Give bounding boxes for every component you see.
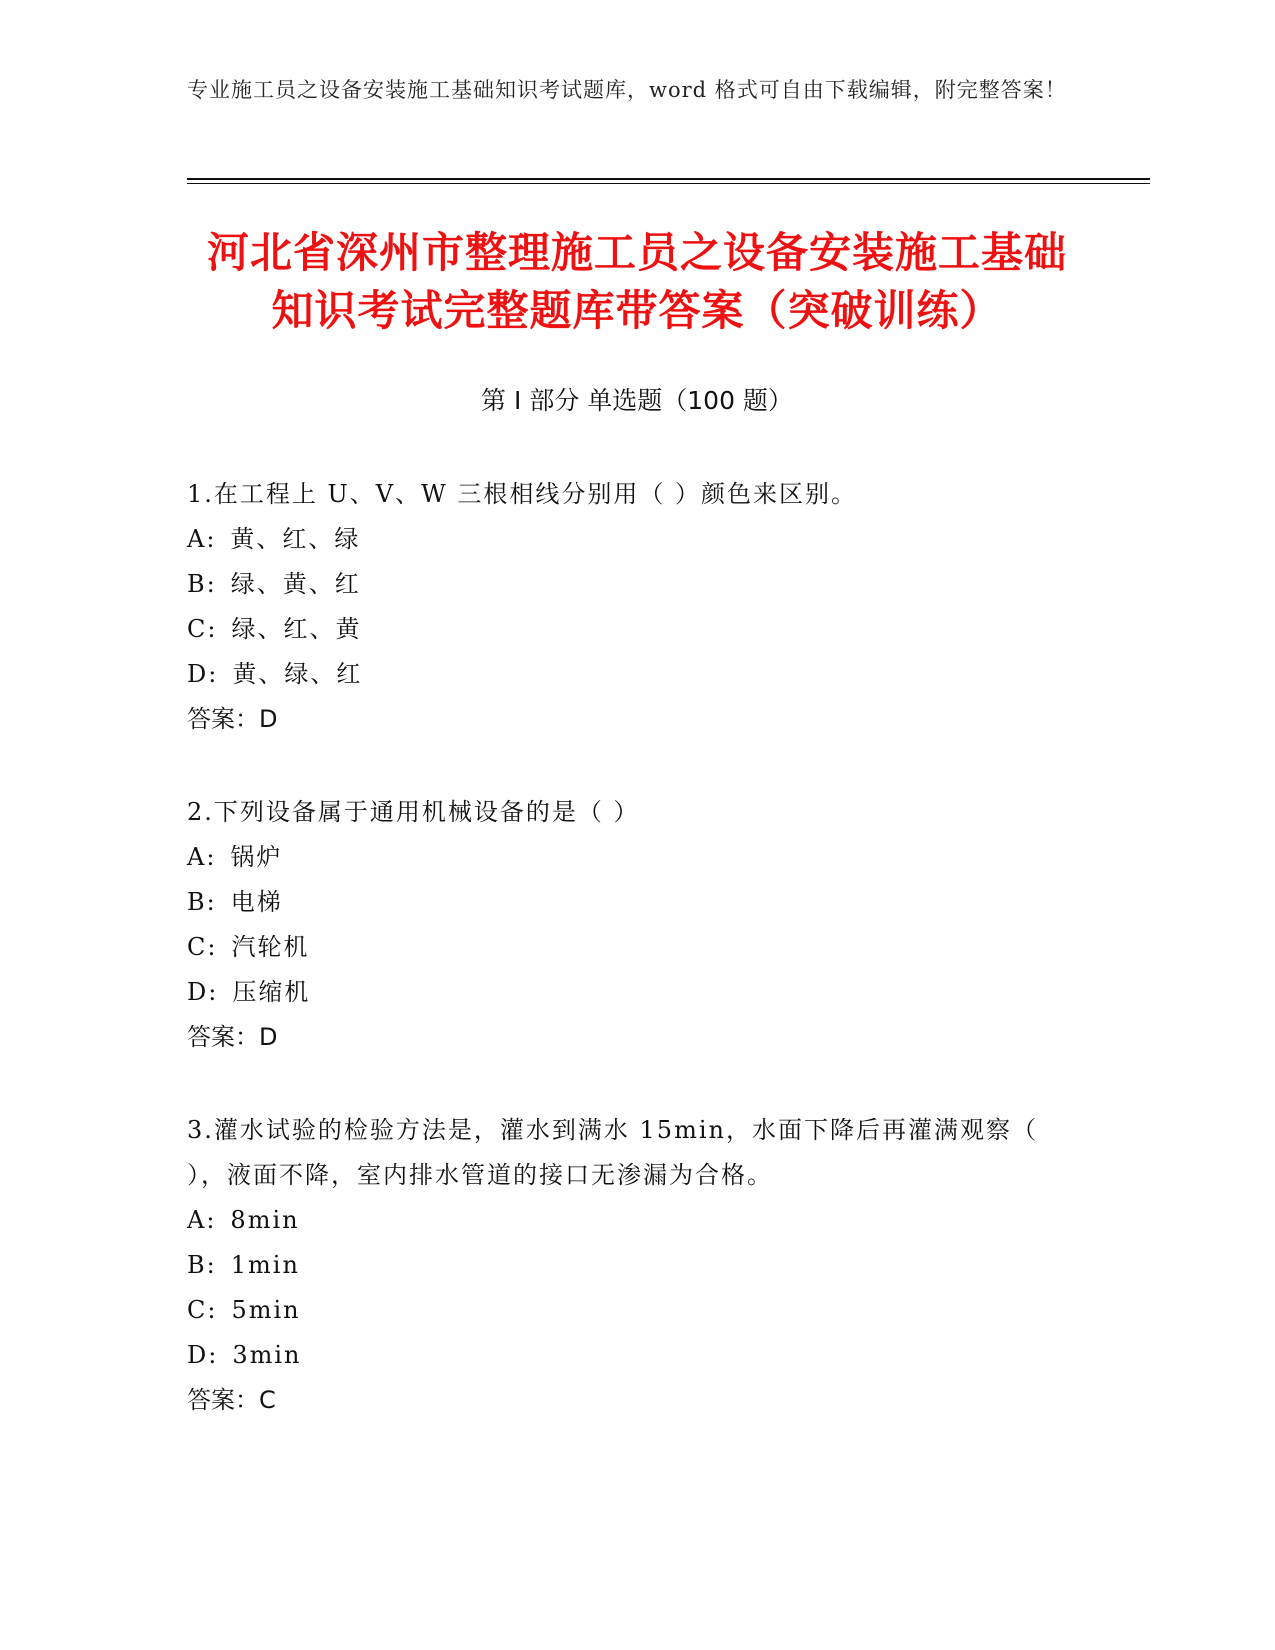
header-note: 专业施工员之设备安装施工基础知识考试题库，word 格式可自由下载编辑，附完整答案！ [187, 78, 1067, 102]
option-a [187, 517, 1087, 562]
question-stem: 2.下列设备属于通用机械设备的是（ ） [187, 798, 640, 826]
option-letter: D: [187, 1341, 219, 1369]
answer-line: 答案：D [187, 705, 278, 733]
option-text: 3min [232, 1341, 302, 1369]
option-a [187, 1198, 1087, 1243]
option-b [187, 1243, 1087, 1288]
option-text: 8min [230, 1206, 300, 1234]
answer-line: 答案：D [187, 1023, 278, 1051]
header-divider-thin [187, 183, 1150, 184]
option-text: 汽轮机 [231, 933, 310, 961]
section-title: 第 I 部分 单选题（100 题） [481, 386, 793, 415]
option-text: 绿、黄、红 [230, 570, 361, 598]
option-text: 绿、红、黄 [231, 615, 362, 643]
option-text: 5min [231, 1296, 301, 1324]
option-d [187, 1333, 1087, 1378]
option-letter: A: [187, 525, 217, 553]
option-letter: A: [187, 843, 217, 871]
option-letter: B: [187, 570, 217, 598]
option-letter: D: [187, 660, 219, 688]
question-stem: 3.灌水试验的检验方法是，灌水到满水 15min，水面下降后再灌满观察（ ），液面不降，室内排水管道的接口无渗漏为合格。 [187, 1116, 1038, 1189]
option-letter: C: [187, 615, 218, 643]
option-c [187, 925, 1087, 970]
option-text: 电梯 [230, 888, 283, 916]
question-3 [187, 1108, 1087, 1423]
option-text: 锅炉 [230, 843, 283, 871]
option-d [187, 970, 1087, 1015]
option-letter: A: [187, 1206, 217, 1234]
option-c [187, 1288, 1087, 1333]
question-2 [187, 790, 1087, 1060]
option-text: 压缩机 [232, 978, 311, 1006]
document-title: 河北省深州市整理施工员之设备安装施工基础知识考试完整题库带答案（突破训练） [206, 228, 1067, 335]
option-letter: D: [187, 978, 219, 1006]
option-text: 黄、绿、红 [232, 660, 363, 688]
option-c [187, 607, 1087, 652]
question-1 [187, 472, 1087, 742]
option-b [187, 880, 1087, 925]
header-divider-thick [187, 178, 1150, 180]
option-b [187, 562, 1087, 607]
option-letter: B: [187, 1251, 217, 1279]
option-text: 1min [230, 1251, 300, 1279]
option-letter: C: [187, 1296, 218, 1324]
option-text: 黄、红、绿 [230, 525, 361, 553]
option-letter: B: [187, 888, 217, 916]
option-letter: C: [187, 933, 218, 961]
option-a [187, 835, 1087, 880]
answer-line: 答案：C [187, 1386, 276, 1414]
question-stem: 1.在工程上 U、V、W 三根相线分别用（ ）颜色来区别。 [187, 480, 858, 508]
option-d [187, 652, 1087, 697]
